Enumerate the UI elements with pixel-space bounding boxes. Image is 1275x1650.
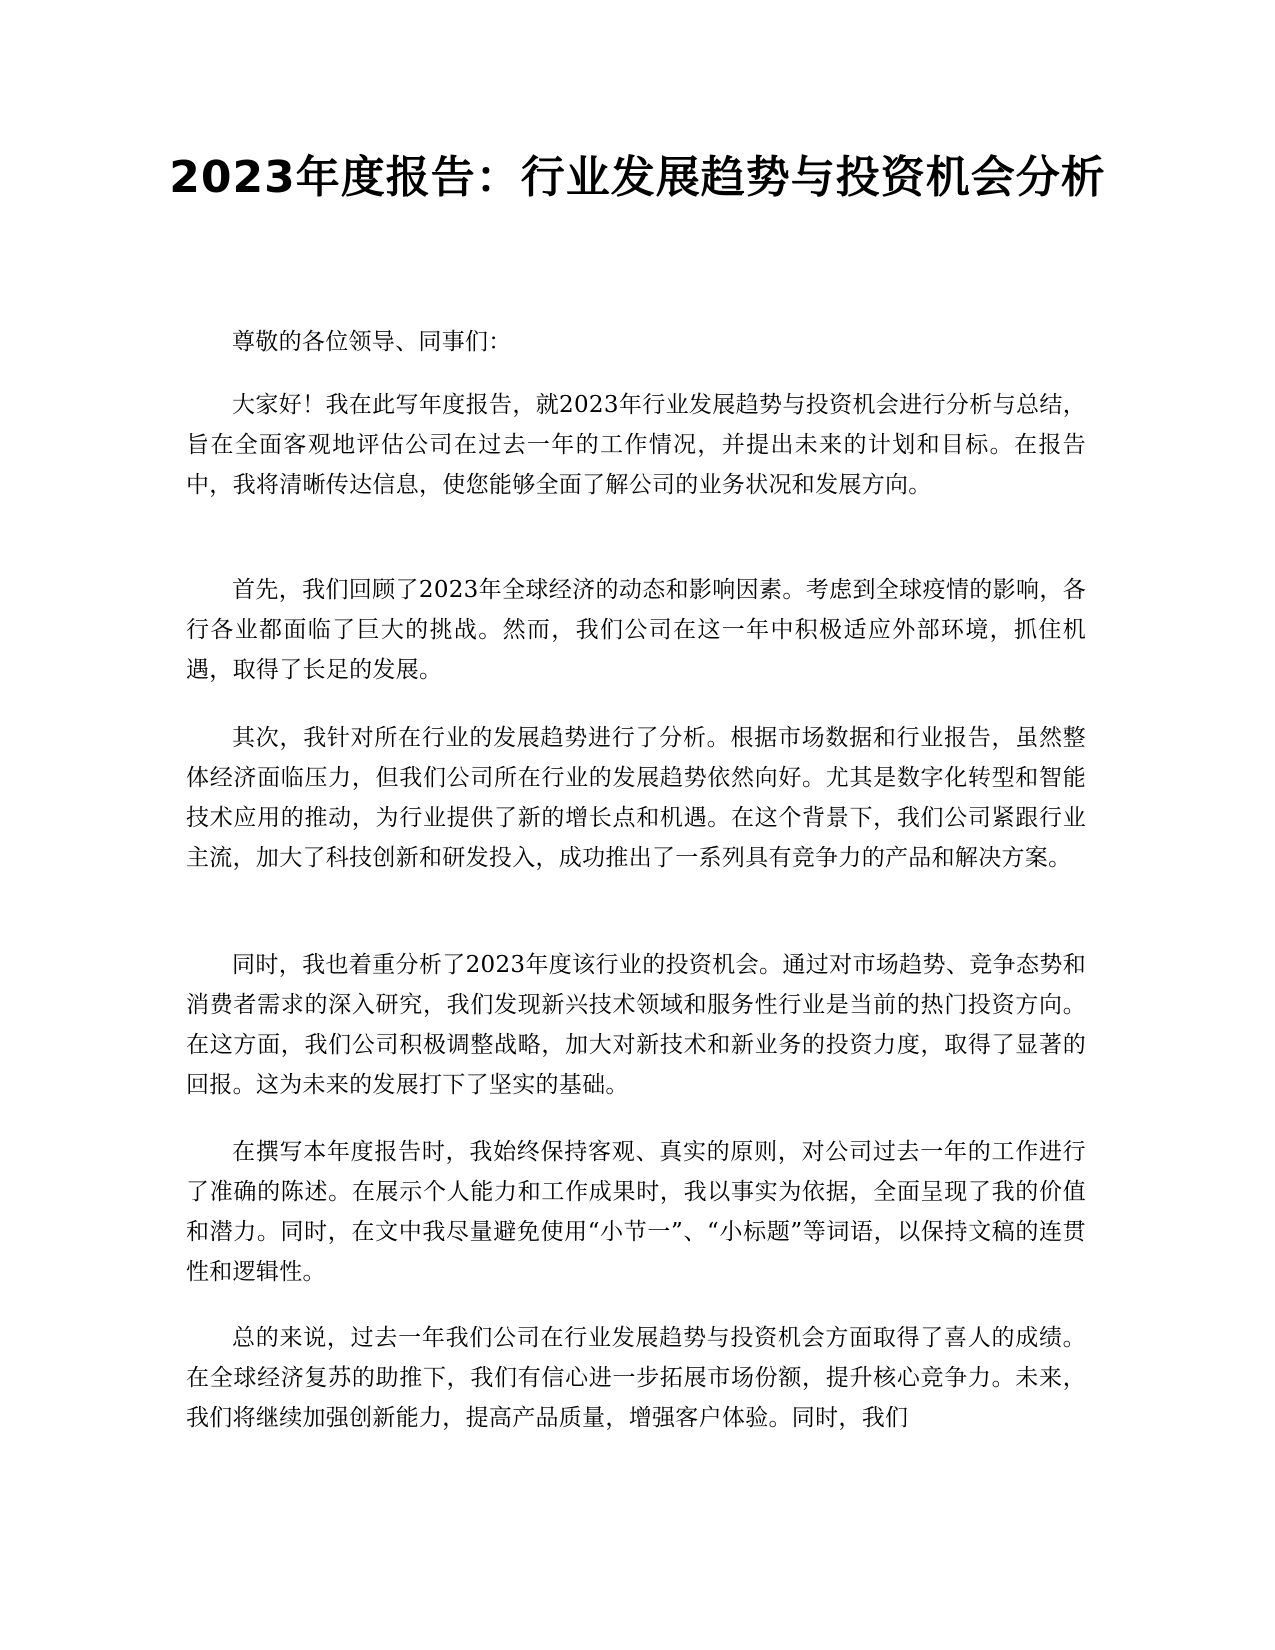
document-title: 2023年度报告：行业发展趋势与投资机会分析 [169,152,1106,203]
paragraph-industry-trends: 其次，我针对所在行业的发展趋势进行了分析。根据市场数据和行业报告，虽然整体经济面临压力，但我们公司所在行业的发展趋势依然向好。尤其是数字化转型和智能技术应用的推动，为行业提供了新的增长点和机遇。在这个背景下，我们公司紧跟行业主流，加大了科技创新和研发投入，成功推出了一系列具有竞争力的产品和解决方案。 [186,725,1086,871]
paragraph-investment-opportunities: 同时，我也着重分析了2023年度该行业的投资机会。通过对市场趋势、竞争态势和消费者需求的深入研究，我们发现新兴技术领域和服务性行业是当前的热门投资方向。在这方面，我们公司积极调整战略，加大对新技术和新业务的投资力度，取得了显著的回报。这为未来的发展打下了坚实的基础。 [186,952,1086,1098]
greeting-paragraph: 尊敬的各位领导、同事们： [232,329,512,355]
paragraph-economy-review: 首先，我们回顾了2023年全球经济的动态和影响因素。考虑到全球疫情的影响，各行各业都面临了巨大的挑战。然而，我们公司在这一年中积极适应外部环境，抓住机遇，取得了长足的发展。 [186,577,1086,683]
paragraph-summary: 总的来说，过去一年我们公司在行业发展趋势与投资机会方面取得了喜人的成绩。在全球经济复苏的助推下，我们有信心进一步拓展市场份额，提升核心竞争力。未来，我们将继续加强创新能力，提高产品质量，增强客户体验。同时，我们 [186,1325,1086,1431]
paragraph-writing-principles: 在撰写本年度报告时，我始终保持客观、真实的原则，对公司过去一年的工作进行了准确的陈述。在展示个人能力和工作成果时，我以事实为依据，全面呈现了我的价值和潜力。同时，在文中我尽量避免使用“小节一”、“小标题”等词语，以保持文稿的连贯性和逻辑性。 [186,1139,1086,1285]
paragraph-intro: 大家好！我在此写年度报告，就2023年行业发展趋势与投资机会进行分析与总结，旨在全面客观地评估公司在过去一年的工作情况，并提出未来的计划和目标。在报告中，我将清晰传达信息，使您能够全面了解公司的业务状况和发展方向。 [186,392,1086,498]
